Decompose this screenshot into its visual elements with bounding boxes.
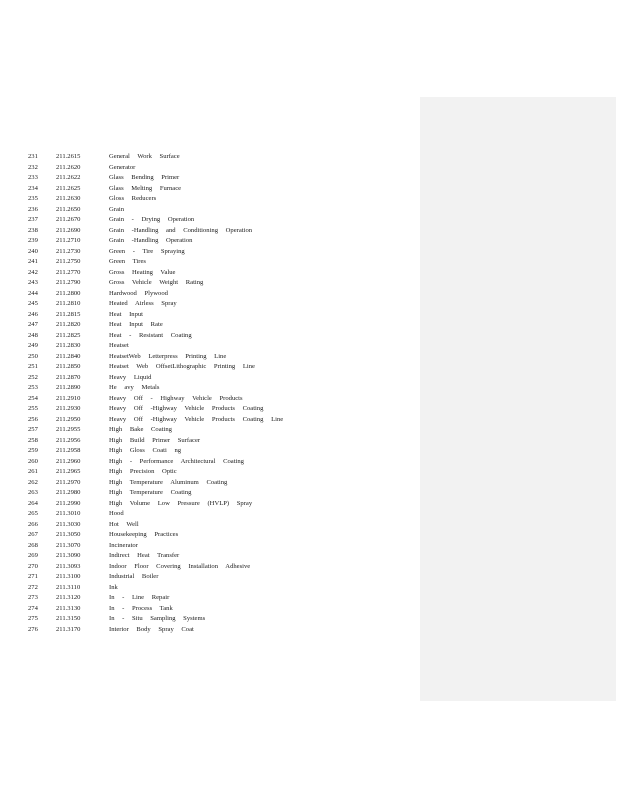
row-number: 234 (28, 184, 38, 192)
term-description: In - Situ Sampling Systems (109, 615, 206, 622)
section-code: 211.3170 (56, 625, 81, 633)
term-description: Heatset (109, 342, 129, 349)
row-number: 267 (28, 531, 38, 538)
term-description: Heavy Off -Highway Vehicle Products Coating (109, 405, 264, 412)
row-number: 272 (28, 583, 38, 591)
row-number: 274 (28, 604, 38, 612)
section-code: 211.2625 (56, 184, 81, 192)
section-code: 211.2750 (56, 258, 81, 265)
definitions-table (28, 152, 328, 635)
table-row (28, 320, 328, 331)
row-number: 246 (28, 310, 38, 318)
table-row (28, 530, 328, 541)
term-description: Heatset Web OffsetLithographic Printing Line (109, 363, 255, 370)
table-row (28, 257, 328, 268)
section-code: 211.2965 (56, 468, 81, 475)
table-row (28, 236, 328, 247)
section-code: 211.2710 (56, 237, 81, 244)
section-code: 211.2670 (56, 216, 81, 223)
row-number: 271 (28, 573, 38, 580)
term-description: Green Tires (109, 258, 146, 265)
term-description: High Precision Optic (109, 468, 177, 475)
section-code: 211.2810 (56, 300, 81, 307)
term-description: Grain -Handling Operation (109, 237, 193, 244)
term-description: Hot Well (109, 520, 139, 528)
row-number: 240 (28, 247, 38, 255)
row-number: 231 (28, 153, 38, 160)
row-number: 242 (28, 268, 38, 276)
table-row (28, 184, 328, 195)
term-description: Grain - Drying Operation (109, 216, 195, 223)
term-description: Industrial Boiler (109, 573, 159, 580)
section-code: 211.2630 (56, 195, 81, 202)
term-description: Indirect Heat Transfer (109, 552, 180, 559)
row-number: 252 (28, 373, 38, 381)
section-code: 211.2870 (56, 373, 81, 381)
term-description: Hardwood Plywood (109, 289, 168, 297)
row-number: 254 (28, 394, 38, 402)
row-number: 241 (28, 258, 38, 265)
section-code: 211.2970 (56, 478, 81, 486)
side-panel (420, 97, 616, 701)
section-code: 211.2650 (56, 205, 81, 213)
term-description: Heavy Off - Highway Vehicle Products (109, 394, 243, 402)
section-code: 211.2830 (56, 342, 81, 349)
table-row (28, 467, 328, 478)
row-number: 269 (28, 552, 38, 559)
section-code: 211.2790 (56, 279, 81, 286)
row-number: 276 (28, 625, 38, 633)
table-row (28, 373, 328, 384)
table-row (28, 173, 328, 184)
row-number: 239 (28, 237, 38, 244)
table-row (28, 163, 328, 174)
table-row (28, 341, 328, 352)
table-row (28, 215, 328, 226)
term-description: Heavy Off -Highway Vehicle Products Coating Line (109, 415, 284, 423)
term-description: Interior Body Spray Coat (109, 625, 194, 633)
term-description: Indoor Floor Covering Installation Adhesive (109, 562, 251, 570)
row-number: 253 (28, 384, 38, 391)
section-code: 211.2850 (56, 363, 81, 370)
term-description: High Bake Coating (109, 426, 172, 433)
term-description: Generator (109, 163, 136, 171)
term-description: Ink (109, 583, 118, 591)
section-code: 211.3090 (56, 552, 81, 559)
section-code: 211.2620 (56, 163, 81, 171)
section-code: 211.3120 (56, 594, 81, 601)
term-description: In - Process Tank (109, 604, 173, 612)
row-number: 266 (28, 520, 38, 528)
term-description: Gross Vehicle Weight Rating (109, 279, 204, 286)
row-number: 236 (28, 205, 38, 213)
row-number: 238 (28, 226, 38, 234)
row-number: 268 (28, 541, 38, 549)
term-description: High Volume Low Pressure (HVLP) Spray (109, 499, 253, 507)
term-description: Heavy Liquid (109, 373, 152, 381)
table-row (28, 152, 328, 163)
table-row (28, 194, 328, 205)
row-number: 250 (28, 352, 38, 360)
table-row (28, 520, 328, 531)
row-number: 262 (28, 478, 38, 486)
term-description: Gross Heating Value (109, 268, 176, 276)
term-description: Heat Input (109, 310, 144, 318)
section-code: 211.3093 (56, 562, 81, 570)
row-number: 275 (28, 615, 38, 622)
section-code: 211.2730 (56, 247, 81, 255)
term-description: High Temperature Aluminum Coating (109, 478, 228, 486)
row-number: 248 (28, 331, 38, 339)
term-description: Green - Tire Spraying (109, 247, 185, 255)
section-code: 211.3030 (56, 520, 81, 528)
table-row (28, 289, 328, 300)
row-number: 235 (28, 195, 38, 202)
row-number: 249 (28, 342, 38, 349)
row-number: 264 (28, 499, 38, 507)
section-code: 211.2960 (56, 457, 81, 465)
table-row (28, 425, 328, 436)
row-number: 261 (28, 468, 38, 475)
row-number: 245 (28, 300, 38, 307)
table-row (28, 551, 328, 562)
section-code: 211.2615 (56, 153, 81, 160)
term-description: Heated Airless Spray (109, 300, 177, 307)
table-row (28, 404, 328, 415)
term-description: Glass Melting Furnace (109, 184, 182, 192)
section-code: 211.2910 (56, 394, 81, 402)
row-number: 270 (28, 562, 38, 570)
section-code: 211.2930 (56, 405, 81, 412)
table-row (28, 268, 328, 279)
table-row (28, 593, 328, 604)
section-code: 211.3110 (56, 583, 81, 591)
section-code: 211.2825 (56, 331, 81, 339)
term-description: HeatsetWeb Letterpress Printing Line (109, 352, 227, 360)
section-code: 211.3130 (56, 604, 81, 612)
section-code: 211.3150 (56, 615, 81, 622)
row-number: 233 (28, 174, 38, 181)
table-row (28, 457, 328, 468)
table-row (28, 362, 328, 373)
section-code: 211.2622 (56, 174, 81, 181)
section-code: 211.3100 (56, 573, 81, 580)
table-row (28, 572, 328, 583)
section-code: 211.2990 (56, 499, 81, 507)
term-description: He avy Metals (109, 384, 160, 391)
table-row (28, 583, 328, 594)
row-number: 256 (28, 415, 38, 423)
row-number: 244 (28, 289, 38, 297)
section-code: 211.2800 (56, 289, 81, 297)
section-code: 211.2980 (56, 489, 81, 496)
row-number: 255 (28, 405, 38, 412)
term-description: Hood (109, 510, 124, 517)
table-row (28, 278, 328, 289)
table-row (28, 383, 328, 394)
section-code: 211.2956 (56, 436, 81, 444)
section-code: 211.3050 (56, 531, 81, 538)
term-description: High - Performance Architectural Coating (109, 457, 244, 465)
section-code: 211.3070 (56, 541, 81, 549)
term-description: Grain -Handling and Conditioning Operation (109, 226, 253, 234)
table-row (28, 446, 328, 457)
row-number: 243 (28, 279, 38, 286)
table-row (28, 299, 328, 310)
term-description: General Work Surface (109, 153, 180, 160)
row-number: 251 (28, 363, 38, 370)
term-description: Grain (109, 205, 125, 213)
table-row (28, 436, 328, 447)
table-row (28, 352, 328, 363)
row-number: 273 (28, 594, 38, 601)
term-description: Heat - Resistant Coating (109, 331, 192, 339)
section-code: 211.2890 (56, 384, 81, 391)
section-code: 211.2770 (56, 268, 81, 276)
term-description: Glass Bending Primer (109, 174, 180, 181)
term-description: Gloss Reducers (109, 195, 157, 202)
section-code: 211.2840 (56, 352, 81, 360)
table-row (28, 614, 328, 625)
section-code: 211.2690 (56, 226, 81, 234)
section-code: 211.2955 (56, 426, 81, 433)
row-number: 258 (28, 436, 38, 444)
row-number: 263 (28, 489, 38, 496)
table-row (28, 509, 328, 520)
section-code: 211.2950 (56, 415, 81, 423)
term-description: High Build Primer Surfacer (109, 436, 201, 444)
row-number: 257 (28, 426, 38, 433)
table-row (28, 394, 328, 405)
term-description: Heat Input Rate (109, 321, 163, 328)
term-description: Incinerator (109, 541, 138, 549)
row-number: 247 (28, 321, 38, 328)
section-code: 211.2820 (56, 321, 81, 328)
table-row (28, 478, 328, 489)
row-number: 260 (28, 457, 38, 465)
row-number: 265 (28, 510, 38, 517)
table-row (28, 541, 328, 552)
row-number: 232 (28, 163, 38, 171)
term-description: In - Line Repair (109, 594, 170, 601)
section-code: 211.2958 (56, 447, 81, 454)
term-description: High Gloss Coati ng (109, 447, 182, 454)
table-row (28, 247, 328, 258)
row-number: 237 (28, 216, 38, 223)
table-row (28, 415, 328, 426)
table-row (28, 499, 328, 510)
table-row (28, 310, 328, 321)
section-code: 211.2815 (56, 310, 81, 318)
term-description: High Temperature Coating (109, 489, 192, 496)
row-number: 259 (28, 447, 38, 454)
table-row (28, 562, 328, 573)
table-row (28, 488, 328, 499)
table-row (28, 331, 328, 342)
term-description: Housekeeping Practices (109, 531, 179, 538)
table-row (28, 604, 328, 615)
section-code: 211.3010 (56, 510, 81, 517)
table-row (28, 625, 328, 636)
table-row (28, 205, 328, 216)
table-row (28, 226, 328, 237)
